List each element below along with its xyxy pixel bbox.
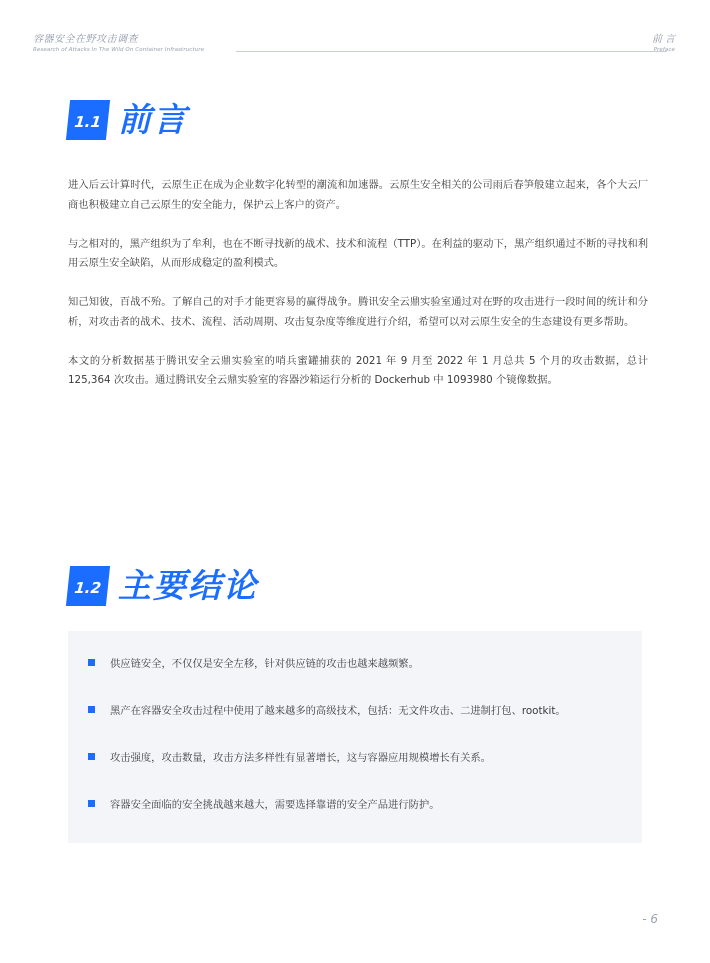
- conclusions-box: [68, 631, 642, 843]
- conclusions-list: [88, 654, 566, 842]
- report-subtitle: Research of Attacks In The Wild On Container Infrastructure: [33, 47, 205, 53]
- bullet-square-icon: [88, 706, 95, 713]
- preface-body: [68, 176, 648, 410]
- bullet-square-icon: [88, 659, 95, 666]
- list-item-text: 攻击强度，攻击数量，攻击方法多样性有显著增长，这与容器应用规模增长有关系。: [110, 751, 491, 764]
- page-number: - 6: [642, 912, 658, 926]
- section-label-en: Preface: [653, 47, 675, 53]
- list-item: [88, 795, 566, 811]
- list-item: [88, 654, 566, 670]
- section-heading-1-2: [68, 566, 258, 606]
- section-number-badge: 1.1: [66, 100, 110, 140]
- bullet-square-icon: [88, 800, 95, 807]
- list-item-text: 容器安全面临的安全挑战越来越大，需要选择靠谱的安全产品进行防护。: [110, 798, 440, 811]
- section-label-block: [652, 34, 678, 54]
- section-heading-1-1: [68, 100, 188, 140]
- list-item-text: 黑产在容器安全攻击过程中使用了越来越多的高级技术，包括：无文件攻击、二进制打包、rootkit。: [110, 704, 566, 717]
- paragraph: 本文的分析数据基于腾讯安全云鼎实验室的哨兵蜜罐捕获的 2021 年 9 月至 2022 年 1 月总共 5 个月的攻击数据，总计 125,364 次攻击。通过腾讯安全云鼎实验室的容器沙箱运行分析的 Dockerhub 中 1093980 个镜像数据。: [68, 354, 648, 386]
- list-item: [88, 748, 566, 764]
- section-number-badge: 1.2: [66, 566, 110, 606]
- paragraph: 知己知彼，百战不殆。了解自己的对手才能更容易的赢得战争。腾讯安全云鼎实验室通过对在野的攻击进行一段时间的统计和分析，对攻击者的战术、技术、流程、活动周期、攻击复杂度等维度进行介绍，希望可以对云原生安全的生态建设有更多帮助。: [68, 296, 648, 328]
- section-label-cn: 前言: [652, 34, 678, 45]
- list-item-text: 供应链安全，不仅仅是安全左移，针对供应链的攻击也越来越频繁。: [110, 657, 419, 670]
- header-divider: [236, 51, 667, 52]
- paragraph: 进入后云计算时代，云原生正在成为企业数字化转型的潮流和加速器。云原生安全相关的公司雨后春笋般建立起来，各个大云厂商也积极建立自己云原生的安全能力，保护云上客户的资产。: [68, 179, 648, 211]
- bullet-square-icon: [88, 753, 95, 760]
- report-title: 容器安全在野攻击调查: [33, 34, 138, 45]
- section-title: 主要结论: [118, 566, 258, 605]
- paragraph: 与之相对的，黑产组织为了牟利，也在不断寻找新的战术、技术和流程（TTP）。在利益的驱动下，黑产组织通过不断的寻找和利用云原生安全缺陷，从而形成稳定的盈利模式。: [68, 237, 648, 269]
- report-title-block: [33, 34, 204, 54]
- list-item: [88, 701, 566, 717]
- section-title: 前言: [118, 100, 188, 139]
